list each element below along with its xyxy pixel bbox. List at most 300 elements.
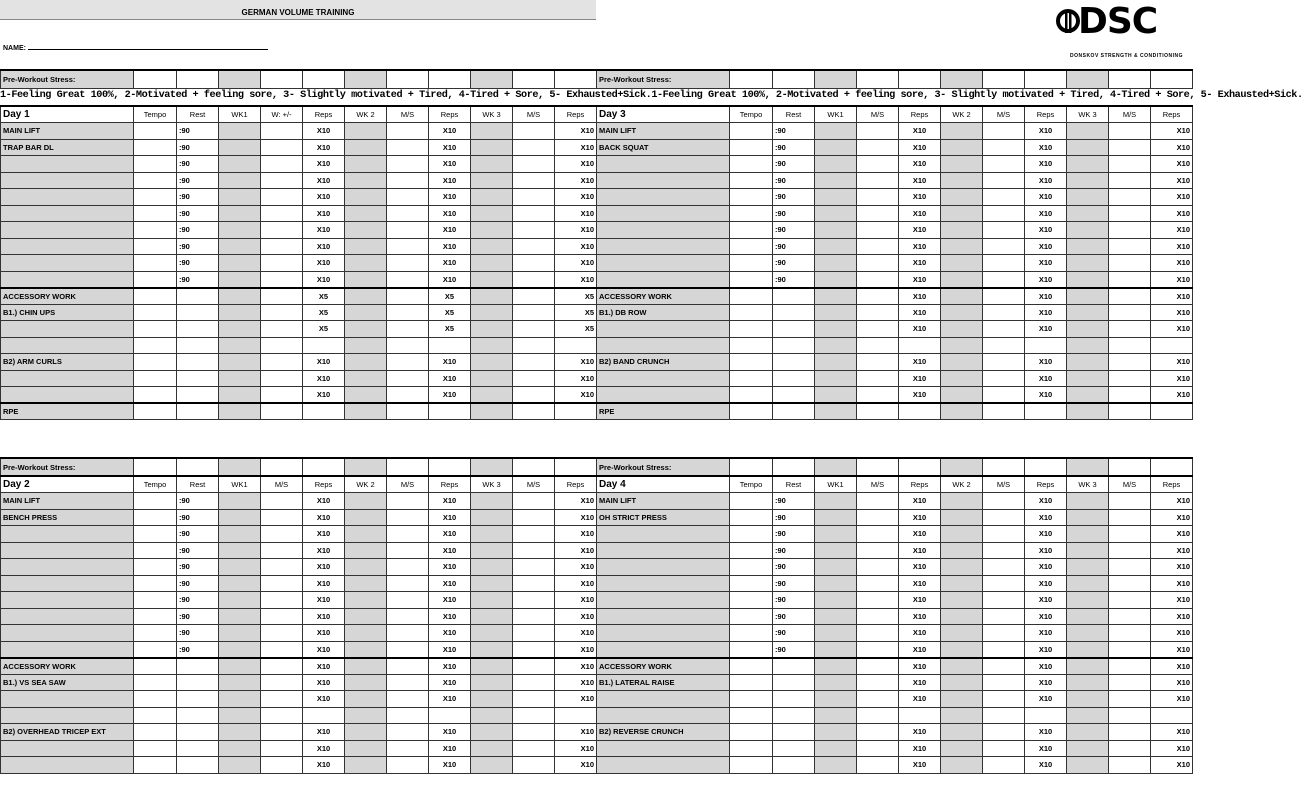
entry-cell[interactable]	[471, 156, 513, 173]
entry-cell[interactable]	[1067, 172, 1109, 189]
reps-value[interactable]: X10	[303, 658, 345, 675]
reps-value[interactable]: X10	[555, 658, 597, 675]
reps-value[interactable]: X10	[899, 757, 941, 774]
rest-value[interactable]: :90	[773, 123, 815, 140]
entry-cell[interactable]	[1067, 370, 1109, 387]
entry-cell[interactable]	[134, 123, 177, 140]
entry-cell[interactable]	[177, 707, 219, 724]
entry-cell[interactable]	[773, 337, 815, 354]
reps-value[interactable]: X10	[1025, 255, 1067, 272]
entry-cell[interactable]	[513, 542, 555, 559]
entry-cell[interactable]	[1067, 691, 1109, 708]
entry-cell[interactable]	[1067, 304, 1109, 321]
entry-cell[interactable]	[513, 238, 555, 255]
reps-value[interactable]: X10	[1151, 238, 1193, 255]
stress-cell[interactable]	[941, 70, 983, 88]
entry-cell[interactable]	[471, 172, 513, 189]
entry-cell[interactable]	[857, 526, 899, 543]
entry-cell[interactable]	[815, 205, 857, 222]
entry-cell[interactable]	[1067, 238, 1109, 255]
reps-value[interactable]: X10	[1151, 526, 1193, 543]
entry-cell[interactable]	[1151, 707, 1193, 724]
reps-value[interactable]: X5	[429, 321, 471, 338]
entry-cell[interactable]	[1067, 189, 1109, 206]
entry-cell[interactable]	[177, 337, 219, 354]
reps-value[interactable]: X10	[1151, 625, 1193, 642]
entry-cell[interactable]	[1109, 575, 1151, 592]
entry-cell[interactable]	[730, 255, 773, 272]
entry-cell[interactable]	[1109, 255, 1151, 272]
entry-cell[interactable]	[983, 321, 1025, 338]
entry-cell[interactable]	[815, 740, 857, 757]
entry-cell[interactable]	[387, 493, 429, 510]
entry-cell[interactable]	[513, 123, 555, 140]
entry-cell[interactable]	[471, 740, 513, 757]
entry-cell[interactable]	[219, 156, 261, 173]
reps-value[interactable]: X5	[555, 304, 597, 321]
entry-cell[interactable]	[730, 559, 773, 576]
reps-value[interactable]: X10	[1151, 559, 1193, 576]
rpe-cell[interactable]	[941, 403, 983, 420]
entry-cell[interactable]	[941, 321, 983, 338]
entry-cell[interactable]	[513, 608, 555, 625]
reps-value[interactable]: X10	[1025, 387, 1067, 404]
entry-cell[interactable]	[983, 288, 1025, 305]
entry-cell[interactable]	[471, 691, 513, 708]
reps-value[interactable]: X10	[1025, 156, 1067, 173]
reps-value[interactable]: X10	[303, 493, 345, 510]
entry-cell[interactable]	[815, 724, 857, 741]
entry-cell[interactable]	[261, 658, 303, 675]
rpe-cell[interactable]	[730, 403, 773, 420]
entry-cell[interactable]	[941, 493, 983, 510]
reps-value[interactable]: X10	[1151, 321, 1193, 338]
stress-cell[interactable]	[513, 458, 555, 476]
entry-cell[interactable]	[345, 493, 387, 510]
entry-cell[interactable]	[815, 172, 857, 189]
reps-value[interactable]: X10	[429, 172, 471, 189]
entry-cell[interactable]	[513, 724, 555, 741]
stress-cell[interactable]	[1109, 70, 1151, 88]
entry-cell[interactable]	[513, 304, 555, 321]
entry-cell[interactable]	[773, 707, 815, 724]
entry-cell[interactable]	[941, 139, 983, 156]
entry-cell[interactable]	[219, 575, 261, 592]
entry-cell[interactable]	[513, 222, 555, 239]
stress-cell[interactable]	[1151, 70, 1193, 88]
entry-cell[interactable]	[387, 189, 429, 206]
entry-cell[interactable]	[471, 205, 513, 222]
entry-cell[interactable]	[387, 337, 429, 354]
reps-value[interactable]: X5	[303, 321, 345, 338]
entry-cell[interactable]	[513, 189, 555, 206]
reps-value[interactable]: X10	[429, 205, 471, 222]
entry-cell[interactable]	[471, 724, 513, 741]
entry-cell[interactable]	[773, 724, 815, 741]
entry-cell[interactable]	[177, 724, 219, 741]
entry-cell[interactable]	[941, 172, 983, 189]
entry-cell[interactable]	[941, 354, 983, 371]
rpe-cell[interactable]	[1067, 403, 1109, 420]
reps-value[interactable]: X10	[1025, 757, 1067, 774]
reps-value[interactable]: X10	[1151, 271, 1193, 288]
reps-value[interactable]: X10	[1151, 156, 1193, 173]
entry-cell[interactable]	[219, 641, 261, 658]
reps-value[interactable]: X10	[899, 691, 941, 708]
entry-cell[interactable]	[471, 509, 513, 526]
entry-cell[interactable]	[815, 387, 857, 404]
entry-cell[interactable]	[983, 575, 1025, 592]
reps-value[interactable]: X10	[429, 757, 471, 774]
rest-value[interactable]: :90	[177, 542, 219, 559]
reps-value[interactable]: X10	[555, 674, 597, 691]
entry-cell[interactable]	[261, 641, 303, 658]
reps-value[interactable]: X10	[899, 304, 941, 321]
entry-cell[interactable]	[219, 288, 261, 305]
entry-cell[interactable]	[1067, 493, 1109, 510]
reps-value[interactable]: X10	[899, 222, 941, 239]
entry-cell[interactable]	[134, 156, 177, 173]
entry-cell[interactable]	[345, 674, 387, 691]
entry-cell[interactable]	[941, 674, 983, 691]
entry-cell[interactable]	[345, 608, 387, 625]
entry-cell[interactable]	[815, 304, 857, 321]
reps-value[interactable]: X10	[429, 542, 471, 559]
reps-value[interactable]: X10	[555, 592, 597, 609]
stress-cell[interactable]	[730, 70, 773, 88]
entry-cell[interactable]	[387, 354, 429, 371]
entry-cell[interactable]	[941, 740, 983, 757]
entry-cell[interactable]	[1067, 526, 1109, 543]
reps-value[interactable]: X10	[429, 592, 471, 609]
entry-cell[interactable]	[219, 304, 261, 321]
entry-cell[interactable]	[773, 304, 815, 321]
stress-cell[interactable]	[1151, 458, 1193, 476]
reps-value[interactable]: X10	[1025, 674, 1067, 691]
entry-cell[interactable]	[941, 724, 983, 741]
entry-cell[interactable]	[513, 575, 555, 592]
rpe-cell[interactable]	[899, 403, 941, 420]
entry-cell[interactable]	[857, 304, 899, 321]
entry-cell[interactable]	[134, 337, 177, 354]
entry-cell[interactable]	[513, 354, 555, 371]
reps-value[interactable]: X10	[555, 509, 597, 526]
entry-cell[interactable]	[387, 172, 429, 189]
entry-cell[interactable]	[261, 238, 303, 255]
entry-cell[interactable]	[730, 493, 773, 510]
entry-cell[interactable]	[730, 205, 773, 222]
entry-cell[interactable]	[345, 724, 387, 741]
reps-value[interactable]: X10	[555, 526, 597, 543]
entry-cell[interactable]	[387, 255, 429, 272]
entry-cell[interactable]	[261, 724, 303, 741]
entry-cell[interactable]	[219, 608, 261, 625]
rest-value[interactable]: :90	[177, 222, 219, 239]
entry-cell[interactable]	[857, 288, 899, 305]
entry-cell[interactable]	[815, 542, 857, 559]
rpe-cell[interactable]	[983, 403, 1025, 420]
stress-cell[interactable]	[773, 70, 815, 88]
reps-value[interactable]: X10	[1151, 205, 1193, 222]
entry-cell[interactable]	[857, 354, 899, 371]
reps-value[interactable]: X10	[555, 608, 597, 625]
stress-cell[interactable]	[815, 458, 857, 476]
entry-cell[interactable]	[471, 707, 513, 724]
reps-value[interactable]: X10	[303, 238, 345, 255]
reps-value[interactable]: X10	[899, 674, 941, 691]
entry-cell[interactable]	[219, 724, 261, 741]
entry-cell[interactable]	[983, 304, 1025, 321]
stress-cell[interactable]	[773, 458, 815, 476]
entry-cell[interactable]	[134, 172, 177, 189]
entry-cell[interactable]	[857, 238, 899, 255]
entry-cell[interactable]	[261, 172, 303, 189]
reps-value[interactable]: X10	[1025, 288, 1067, 305]
rest-value[interactable]: :90	[773, 172, 815, 189]
rpe-cell[interactable]	[177, 403, 219, 420]
entry-cell[interactable]	[857, 172, 899, 189]
entry-cell[interactable]	[1109, 189, 1151, 206]
reps-value[interactable]: X10	[1151, 724, 1193, 741]
entry-cell[interactable]	[471, 493, 513, 510]
entry-cell[interactable]	[1109, 304, 1151, 321]
reps-value[interactable]: X10	[1025, 321, 1067, 338]
entry-cell[interactable]	[983, 238, 1025, 255]
stress-cell[interactable]	[134, 458, 177, 476]
entry-cell[interactable]	[345, 526, 387, 543]
reps-value[interactable]: X10	[555, 123, 597, 140]
entry-cell[interactable]	[1109, 387, 1151, 404]
reps-value[interactable]: X10	[303, 559, 345, 576]
entry-cell[interactable]	[773, 370, 815, 387]
entry-cell[interactable]	[387, 139, 429, 156]
entry-cell[interactable]	[345, 123, 387, 140]
entry-cell[interactable]	[513, 255, 555, 272]
entry-cell[interactable]	[261, 707, 303, 724]
reps-value[interactable]: X10	[555, 271, 597, 288]
entry-cell[interactable]	[730, 658, 773, 675]
entry-cell[interactable]	[1067, 255, 1109, 272]
entry-cell[interactable]	[815, 370, 857, 387]
entry-cell[interactable]	[513, 707, 555, 724]
reps-value[interactable]: X10	[899, 156, 941, 173]
entry-cell[interactable]	[345, 757, 387, 774]
stress-cell[interactable]	[1109, 458, 1151, 476]
rest-value[interactable]: :90	[177, 271, 219, 288]
entry-cell[interactable]	[387, 608, 429, 625]
entry-cell[interactable]	[1109, 321, 1151, 338]
reps-value[interactable]: X10	[303, 526, 345, 543]
entry-cell[interactable]	[983, 205, 1025, 222]
entry-cell[interactable]	[1067, 288, 1109, 305]
entry-cell[interactable]	[941, 189, 983, 206]
entry-cell[interactable]	[471, 559, 513, 576]
stress-cell[interactable]	[177, 70, 219, 88]
entry-cell[interactable]	[730, 740, 773, 757]
reps-value[interactable]: X10	[555, 370, 597, 387]
entry-cell[interactable]	[941, 641, 983, 658]
entry-cell[interactable]	[513, 691, 555, 708]
entry-cell[interactable]	[815, 156, 857, 173]
entry-cell[interactable]	[857, 189, 899, 206]
entry-cell[interactable]	[857, 387, 899, 404]
reps-value[interactable]: X10	[555, 757, 597, 774]
entry-cell[interactable]	[261, 387, 303, 404]
entry-cell[interactable]	[1109, 658, 1151, 675]
rest-value[interactable]: :90	[177, 592, 219, 609]
stress-cell[interactable]	[177, 458, 219, 476]
entry-cell[interactable]	[1067, 387, 1109, 404]
entry-cell[interactable]	[177, 757, 219, 774]
reps-value[interactable]: X10	[899, 509, 941, 526]
entry-cell[interactable]	[857, 222, 899, 239]
name-line[interactable]	[28, 42, 268, 50]
reps-value[interactable]: X10	[899, 123, 941, 140]
entry-cell[interactable]	[261, 288, 303, 305]
reps-value[interactable]: X10	[555, 172, 597, 189]
reps-value[interactable]: X10	[429, 658, 471, 675]
reps-value[interactable]: X10	[1151, 189, 1193, 206]
entry-cell[interactable]	[857, 658, 899, 675]
rpe-cell[interactable]	[471, 403, 513, 420]
reps-value[interactable]: X10	[1151, 674, 1193, 691]
rest-value[interactable]: :90	[773, 542, 815, 559]
stress-cell[interactable]	[555, 458, 597, 476]
reps-value[interactable]: X10	[899, 139, 941, 156]
reps-value[interactable]: X10	[899, 354, 941, 371]
rpe-cell[interactable]	[555, 403, 597, 420]
entry-cell[interactable]	[345, 625, 387, 642]
entry-cell[interactable]	[730, 370, 773, 387]
reps-value[interactable]: X10	[429, 189, 471, 206]
rpe-cell[interactable]	[219, 403, 261, 420]
reps-value[interactable]: X10	[1025, 238, 1067, 255]
entry-cell[interactable]	[1067, 222, 1109, 239]
entry-cell[interactable]	[345, 559, 387, 576]
entry-cell[interactable]	[261, 370, 303, 387]
reps-value[interactable]: X10	[1151, 542, 1193, 559]
rest-value[interactable]: :90	[177, 123, 219, 140]
reps-value[interactable]: X10	[1025, 575, 1067, 592]
stress-cell[interactable]	[1067, 70, 1109, 88]
entry-cell[interactable]	[387, 222, 429, 239]
reps-value[interactable]: X10	[303, 354, 345, 371]
entry-cell[interactable]	[730, 222, 773, 239]
rpe-cell[interactable]	[857, 403, 899, 420]
entry-cell[interactable]	[815, 658, 857, 675]
entry-cell[interactable]	[983, 674, 1025, 691]
entry-cell[interactable]	[1109, 542, 1151, 559]
entry-cell[interactable]	[815, 575, 857, 592]
entry-cell[interactable]	[387, 658, 429, 675]
rest-value[interactable]: :90	[177, 509, 219, 526]
entry-cell[interactable]	[387, 387, 429, 404]
reps-value[interactable]: X10	[1151, 304, 1193, 321]
entry-cell[interactable]	[941, 707, 983, 724]
reps-value[interactable]: X10	[429, 222, 471, 239]
entry-cell[interactable]	[1025, 337, 1067, 354]
entry-cell[interactable]	[857, 509, 899, 526]
entry-cell[interactable]	[471, 387, 513, 404]
reps-value[interactable]: X10	[1151, 641, 1193, 658]
rest-value[interactable]: :90	[773, 493, 815, 510]
reps-value[interactable]: X10	[429, 509, 471, 526]
entry-cell[interactable]	[345, 354, 387, 371]
stress-cell[interactable]	[899, 70, 941, 88]
entry-cell[interactable]	[345, 592, 387, 609]
reps-value[interactable]: X10	[303, 205, 345, 222]
stress-cell[interactable]	[899, 458, 941, 476]
entry-cell[interactable]	[387, 625, 429, 642]
rest-value[interactable]: :90	[773, 189, 815, 206]
entry-cell[interactable]	[1109, 222, 1151, 239]
entry-cell[interactable]	[857, 559, 899, 576]
reps-value[interactable]: X10	[899, 172, 941, 189]
entry-cell[interactable]	[387, 271, 429, 288]
entry-cell[interactable]	[1067, 658, 1109, 675]
reps-value[interactable]: X10	[555, 139, 597, 156]
entry-cell[interactable]	[730, 156, 773, 173]
rest-value[interactable]: :90	[177, 493, 219, 510]
entry-cell[interactable]	[941, 542, 983, 559]
entry-cell[interactable]	[471, 321, 513, 338]
entry-cell[interactable]	[387, 724, 429, 741]
entry-cell[interactable]	[513, 674, 555, 691]
entry-cell[interactable]	[261, 255, 303, 272]
reps-value[interactable]: X10	[429, 354, 471, 371]
entry-cell[interactable]	[815, 674, 857, 691]
entry-cell[interactable]	[1067, 707, 1109, 724]
rest-value[interactable]: :90	[773, 559, 815, 576]
entry-cell[interactable]	[983, 509, 1025, 526]
entry-cell[interactable]	[134, 707, 177, 724]
entry-cell[interactable]	[513, 387, 555, 404]
entry-cell[interactable]	[941, 387, 983, 404]
entry-cell[interactable]	[730, 189, 773, 206]
entry-cell[interactable]	[429, 337, 471, 354]
reps-value[interactable]: X10	[303, 271, 345, 288]
reps-value[interactable]: X10	[1025, 559, 1067, 576]
entry-cell[interactable]	[1109, 608, 1151, 625]
entry-cell[interactable]	[261, 156, 303, 173]
entry-cell[interactable]	[730, 608, 773, 625]
entry-cell[interactable]	[345, 641, 387, 658]
reps-value[interactable]: X10	[555, 641, 597, 658]
entry-cell[interactable]	[730, 288, 773, 305]
entry-cell[interactable]	[730, 625, 773, 642]
entry-cell[interactable]	[471, 658, 513, 675]
entry-cell[interactable]	[1067, 592, 1109, 609]
reps-value[interactable]: X10	[1151, 123, 1193, 140]
entry-cell[interactable]	[387, 288, 429, 305]
reps-value[interactable]: X10	[899, 189, 941, 206]
rest-value[interactable]: :90	[177, 625, 219, 642]
reps-value[interactable]: X10	[555, 625, 597, 642]
entry-cell[interactable]	[387, 757, 429, 774]
reps-value[interactable]: X10	[429, 724, 471, 741]
entry-cell[interactable]	[387, 509, 429, 526]
entry-cell[interactable]	[773, 740, 815, 757]
reps-value[interactable]: X10	[303, 625, 345, 642]
reps-value[interactable]: X10	[899, 493, 941, 510]
entry-cell[interactable]	[387, 123, 429, 140]
entry-cell[interactable]	[1109, 271, 1151, 288]
entry-cell[interactable]	[1067, 625, 1109, 642]
reps-value[interactable]: X10	[899, 658, 941, 675]
entry-cell[interactable]	[345, 288, 387, 305]
entry-cell[interactable]	[983, 559, 1025, 576]
entry-cell[interactable]	[941, 608, 983, 625]
